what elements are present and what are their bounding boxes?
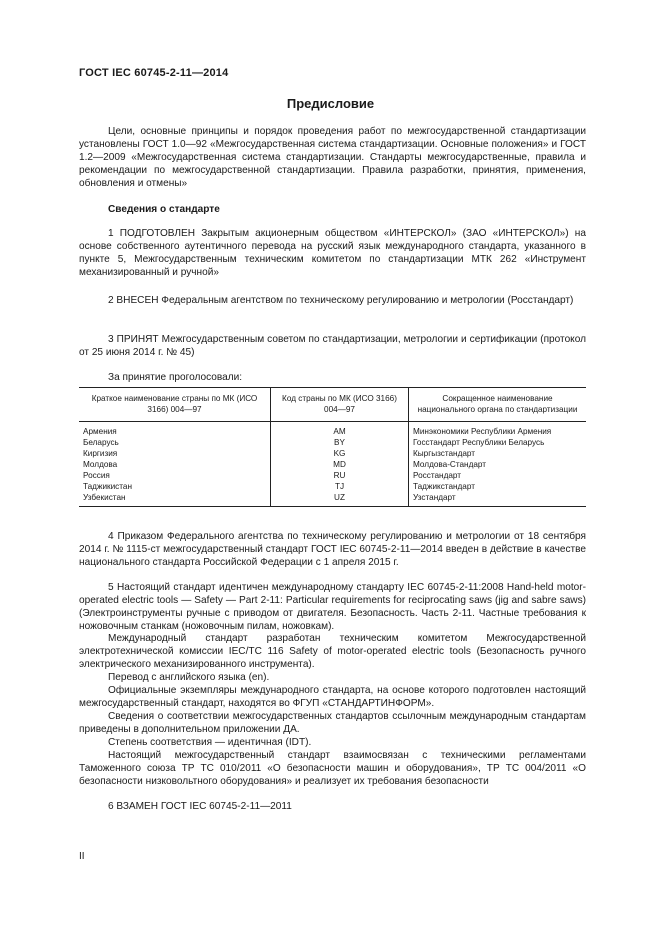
votes-table bbox=[79, 387, 586, 507]
table-row bbox=[79, 437, 586, 448]
cell-body: Молдова-Стандарт bbox=[409, 459, 587, 470]
cell-country: Киргизия bbox=[83, 449, 118, 458]
table-row bbox=[79, 459, 586, 470]
item-6-paragraph: 6 ВЗАМЕН ГОСТ IEC 60745-2-11—2011 bbox=[108, 801, 292, 812]
table-row bbox=[79, 422, 586, 438]
cell-code: RU bbox=[271, 470, 409, 481]
page-title: Предисловие bbox=[286, 96, 375, 111]
cell-body: Минэкономики Республики Армения bbox=[409, 422, 587, 438]
cell-code: AM bbox=[271, 422, 409, 438]
cell-body: Узстандарт bbox=[409, 492, 587, 507]
item-5-references-paragraph: Сведения о соответствии межгосударственных стандартов ссылочным международным стандартам приведены в дополнительном приложении ДА. bbox=[79, 711, 586, 735]
page-number: II bbox=[79, 851, 85, 862]
item-1-paragraph: 1 ПОДГОТОВЛЕН Закрытым акционерным обществом «ИНТЕРСКОЛ» (ЗАО «ИНТЕРСКОЛ») на основе собственного аутентичного перевода на русский язык международного стандарта, указанного в пункте 5, Межгосударственным техническим комитетом по стандартизации МТК 262 «Инструмент механизированный и ручной» bbox=[79, 228, 586, 278]
item-4-paragraph: 4 Приказом Федерального агентства по техническому регулированию и метрологии от 18 сентября 2014 г. № 1115-ст межгосударственный стандарт ГОСТ IEC 60745-2-11—2014 введен в действие в качестве национального стандарта Российской Федерации с 1 апреля 2015 г. bbox=[79, 531, 586, 568]
cell-country: Таджикистан bbox=[83, 482, 132, 491]
table-header-body: Сокращенное наименование национального органа по стандартизации bbox=[409, 388, 587, 422]
intro-paragraph: Цели, основные принципы и порядок проведения работ по межгосударственной стандартизации установлены ГОСТ 1.0—92 «Межгосударственная система стандартизации. Основные положения» и ГОСТ 1.2—2009 «Межгосударственная система стандартизации. Стандарты межгосударственные, правила и рекомендации по межгосударственной стандартизации. Правила разработки, принятия, применения, обновления и отмены» bbox=[79, 126, 586, 189]
cell-country: Беларусь bbox=[83, 438, 119, 447]
table-header-code: Код страны по МК (ИСО 3166) 004—97 bbox=[271, 388, 409, 422]
item-5-paragraph: 5 Настоящий стандарт идентичен международному стандарту IEC 60745-2-11:2008 Hand-held motor-operated electric tools — Safety — Part 2-11: Particular requirements for reciprocating saws (jig and sabre saws) (Электроинструменты ручные с приводом от двигателя. Безопасность. Часть 2-11. Частные требования к ножовочным станкам (ножовочным пилам, ножовкам). bbox=[79, 582, 586, 632]
table-row bbox=[79, 448, 586, 459]
cell-country: Армения bbox=[83, 427, 117, 436]
cell-country: Россия bbox=[83, 471, 110, 480]
document-code: ГОСТ IEC 60745-2-11—2014 bbox=[79, 67, 229, 79]
cell-country: Молдова bbox=[83, 460, 118, 469]
votes-label: За принятие проголосовали: bbox=[108, 372, 243, 383]
cell-code: KG bbox=[271, 448, 409, 459]
item-5-conformity-paragraph: Степень соответствия — идентичная (IDT). bbox=[108, 737, 312, 748]
cell-code: BY bbox=[271, 437, 409, 448]
table-header-country: Краткое наименование страны по МК (ИСО 3166) 004—97 bbox=[79, 388, 271, 422]
cell-body: Росстандарт bbox=[409, 470, 587, 481]
item-5-translation-paragraph: Перевод с английского языка (en). bbox=[108, 672, 270, 683]
section-heading: Сведения о стандарте bbox=[108, 204, 220, 215]
cell-body: Таджикстандарт bbox=[409, 481, 587, 492]
cell-code: UZ bbox=[271, 492, 409, 507]
item-5-committee-paragraph: Международный стандарт разработан техническим комитетом Межгосударственной электротехнической комиссии IEC/TC 116 Safety of motor-operated electric tools (Безопасность ручного электрического механизированного инструмента). bbox=[79, 633, 586, 670]
item-5-official-copies-paragraph: Официальные экземпляры международного стандарта, на основе которого подготовлен настоящий межгосударственный стандарт, находятся во ФГУП «СТАНДАРТИНФОРМ». bbox=[79, 685, 586, 709]
cell-code: MD bbox=[271, 459, 409, 470]
item-2-paragraph: 2 ВНЕСЕН Федеральным агентством по техническому регулированию и метрологии (Росстандарт) bbox=[108, 295, 574, 306]
item-3-paragraph: 3 ПРИНЯТ Межгосударственным советом по стандартизации, метрологии и сертификации (протокол от 25 июня 2014 г. № 45) bbox=[79, 334, 586, 358]
cell-body: Госстандарт Республики Беларусь bbox=[409, 437, 587, 448]
table-header-row bbox=[79, 388, 586, 422]
table-row bbox=[79, 470, 586, 481]
table-row bbox=[79, 481, 586, 492]
cell-body: Кыргызстандарт bbox=[409, 448, 587, 459]
item-5-regulations-paragraph: Настоящий межгосударственный стандарт взаимосвязан с техническими регламентами Таможенного союза ТР ТС 010/2011 «О безопасности машин и оборудования», ТР ТС 004/2011 «О безопасности низковольтного оборудования» и реализует их требования безопасности bbox=[79, 750, 586, 787]
table-row bbox=[79, 492, 586, 507]
cell-code: TJ bbox=[271, 481, 409, 492]
cell-country: Узбекистан bbox=[79, 492, 271, 507]
